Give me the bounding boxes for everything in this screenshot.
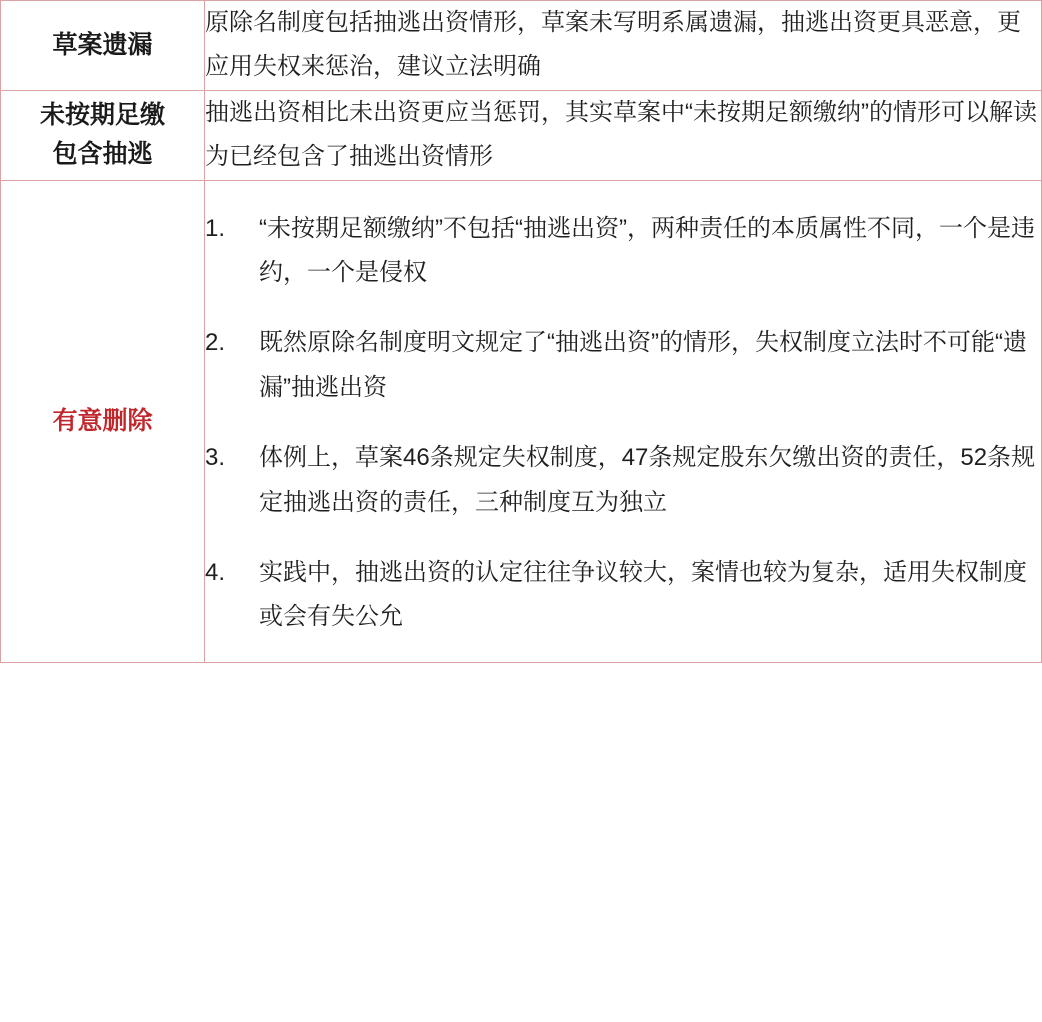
list-item: [205, 321, 1041, 410]
list-item: [205, 551, 1041, 640]
list-item-text: 实践中，抽逃出资的认定往往争议较大，案情也较为复杂，适用失权制度或会有失公允: [259, 558, 1027, 631]
table-row: [1, 1, 1042, 91]
paragraph-text: 抽逃出资相比未出资更应当惩罚，其实草案中“未按期足额缴纳”的情形可以解读为已经包含了抽逃出资情形: [205, 98, 1037, 171]
row-content-intentional-deletion: [205, 180, 1042, 662]
list-item-number: 1.: [205, 214, 226, 242]
row-label-intentional-deletion: 有意删除: [1, 180, 205, 662]
list-item-text: “未按期足额缴纳”不包括“抽逃出资”，两种责任的本质属性不同，一个是违约，一个是侵权: [259, 214, 1035, 286]
table-row: [1, 90, 1042, 180]
numbered-list: [205, 207, 1041, 640]
row-label-line-1: 未按期足缴: [39, 101, 165, 130]
list-item-number: 4.: [205, 558, 226, 586]
row-label-includes-withdrawal: [1, 90, 205, 180]
list-item: [205, 207, 1041, 296]
list-item-text: 体例上，草案46条规定失权制度，47条规定股东欠缴出资的责任，52条规定抽逃出资的责任，三种制度互为独立: [259, 444, 1036, 516]
row-label-draft-omission: 草案遗漏: [1, 1, 205, 91]
row-content-draft-omission: [205, 1, 1042, 91]
list-item-number: 2.: [205, 329, 226, 357]
table-row: [1, 180, 1042, 662]
row-label-line-2: 包含抽逃: [52, 140, 153, 169]
list-item-text: 既然原除名制度明文规定了“抽逃出资”的情形，失权制度立法时不可能“遗漏”抽逃出资: [259, 329, 1027, 401]
row-content-includes-withdrawal: [205, 90, 1042, 180]
list-item-number: 3.: [205, 444, 226, 472]
list-item: [205, 436, 1041, 525]
paragraph-text: 原除名制度包括抽逃出资情形，草案未写明系属遗漏，抽逃出资更具恶意，更应用失权来惩治，建议立法明确: [205, 9, 1021, 81]
